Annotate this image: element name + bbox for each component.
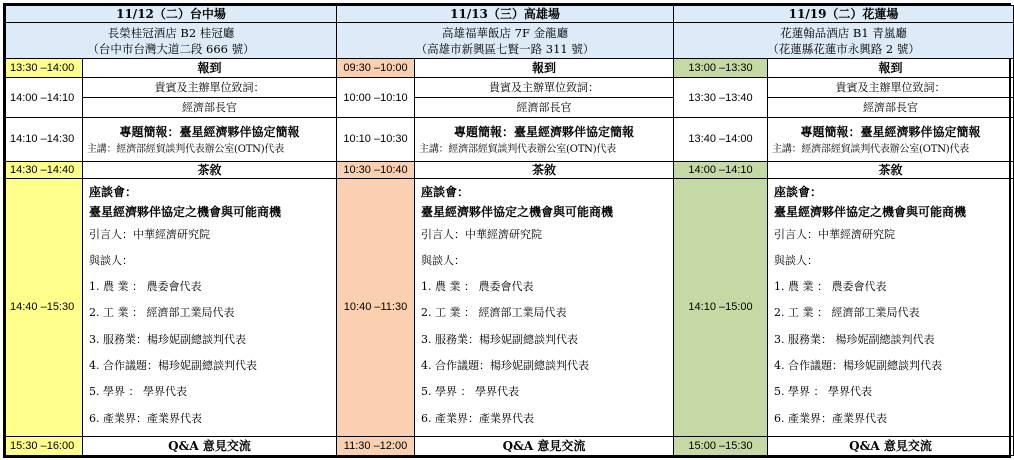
panel-label: 座談會： [89,184,138,199]
venue-row [6,23,1014,59]
opening-cell [415,78,674,118]
panel-speaker: 5. 學界 ： 學界代表 [774,385,873,399]
registration-label: 報到 [768,59,1014,78]
panel-speaker: 5. 學界 ： 學界代表 [89,385,187,399]
tea-break-label: 茶敘 [83,161,337,178]
panel-speaker: 4. 合作議題：楊珍妮副總談判代表 [774,359,943,373]
panel-moderator: 引言人：中華經濟研究院 [774,227,896,241]
panel-title: 臺星經濟夥伴協定之機會與可能商機 [774,204,967,219]
panel-cell [83,178,337,436]
opening-cell [768,78,1014,118]
opening-cell [83,78,337,118]
panel-speaker: 6. 產業界：產業界代表 [774,411,888,425]
briefing-row [6,118,1014,161]
briefing-cell [415,118,674,161]
taichung-time: 13:30 –14:00 [6,59,83,78]
qa-row [6,436,1014,455]
hualien-time: 15:00 –15:30 [674,436,768,455]
kaohsiung-venue [337,23,674,59]
hualien-time: 13:30 –13:40 [674,78,768,118]
taichung-time: 14:40 –15:30 [6,178,83,436]
kaohsiung-time: 10:00 –10:10 [337,78,415,118]
kaohsiung-header: 11/13（三）高雄場 [337,6,674,23]
kaohsiung-venue-address: （高雄市新興區七賢一路 311 號） [415,41,595,56]
briefing-title: 專題簡報：臺星經濟夥伴協定簡報 [454,125,635,140]
panel-cell [768,178,1014,436]
agenda-table-container [3,3,1011,458]
hualien-time: 14:10 –15:00 [674,178,768,436]
panel-row [6,178,1014,436]
kaohsiung-time: 09:30 –10:00 [337,59,415,78]
panel-participants-label: 與談人： [89,253,133,267]
hualien-header: 11/19（二）花蓮場 [674,6,1014,23]
panel-speaker: 5. 學界 ： 學界代表 [421,385,519,399]
briefing-speaker: 主講：經濟部經貿談判代表辦公室(OTN)代表 [772,144,970,156]
panel-speaker: 4. 合作議題：楊珍妮副總談判代表 [89,359,257,373]
registration-label: 報到 [83,59,337,78]
taichung-venue-name: 長榮桂冠酒店 B2 桂冠廳 [107,25,235,40]
tea-break-label: 茶敘 [415,161,674,178]
panel-speaker: 2. 工 業 ： 經濟部工業局代表 [89,306,235,320]
qa-label: Q&A 意見交流 [768,436,1014,455]
taichung-venue-address: （台中市台灣大道二段 666 號） [87,41,255,56]
agenda-table [5,5,1014,456]
tea-break-row [6,161,1014,178]
kaohsiung-time: 11:30 –12:00 [337,436,415,455]
opening-line2: 經濟部長官 [83,97,336,117]
panel-speaker: 3. 服務業：楊珍妮副總談判代表 [421,332,579,346]
panel-speaker: 2. 工 業 ： 經濟部工業局代表 [774,306,920,320]
kaohsiung-time: 10:30 –10:40 [337,161,415,178]
panel-cell [415,178,674,436]
registration-label: 報到 [415,59,674,78]
opening-row [6,78,1014,118]
panel-label: 座談會： [421,184,470,199]
kaohsiung-venue-name: 高雄福華飯店 7F 金龍廳 [441,25,569,40]
registration-row [6,59,1014,78]
briefing-title: 專題簡報：臺星經濟夥伴協定簡報 [800,125,981,140]
taichung-time: 15:30 –16:00 [6,436,83,455]
qa-label: Q&A 意見交流 [415,436,674,455]
taichung-venue [6,23,337,59]
header-row [6,6,1014,23]
hualien-time: 13:40 –14:00 [674,118,768,161]
panel-speaker: 3. 服務業： 楊珍妮副總談判代表 [774,332,935,346]
hualien-venue-name: 花蓮翰品酒店 B1 青嵐廳 [780,25,907,40]
panel-speaker: 6. 產業界：產業界代表 [421,411,535,425]
panel-speaker: 1. 農 業 ： 農委會代表 [89,280,202,294]
taichung-time: 14:30 –14:40 [6,161,83,178]
panel-title: 臺星經濟夥伴協定之機會與可能商機 [89,204,282,219]
panel-speaker: 2. 工 業 ： 經濟部工業局代表 [421,306,567,320]
qa-label: Q&A 意見交流 [83,436,337,455]
taichung-time: 14:10 –14:30 [6,118,83,161]
panel-speaker: 3. 服務業：楊珍妮副總談判代表 [89,332,246,346]
hualien-time: 14:00 –14:10 [674,161,768,178]
panel-speaker: 1. 農 業 ： 農委會代表 [774,280,887,294]
opening-line2: 經濟部長官 [768,97,1013,117]
briefing-speaker: 主講：經濟部經貿談判代表辦公室(OTN)代表 [87,144,285,156]
opening-line1: 貴賓及主辦單位致詞： [835,81,946,95]
panel-label: 座談會： [774,184,823,199]
panel-participants-label: 與談人： [421,253,466,267]
hualien-venue-address: （花蓮縣花蓮市永興路 2 號） [767,41,920,56]
hualien-time: 13:00 –13:30 [674,59,768,78]
opening-line1: 貴賓及主辦單位致詞： [154,81,265,95]
opening-line1: 貴賓及主辦單位致詞： [489,81,600,95]
panel-speaker: 1. 農 業 ： 農委會代表 [421,280,534,294]
kaohsiung-time: 10:10 –10:30 [337,118,415,161]
briefing-cell [768,118,1014,161]
opening-line2: 經濟部長官 [415,97,673,117]
taichung-header: 11/12（二）台中場 [6,6,337,23]
taichung-time: 14:00 –14:10 [6,78,83,118]
panel-title: 臺星經濟夥伴協定之機會與可能商機 [421,204,614,219]
panel-moderator: 引言人：中華經濟研究院 [89,227,210,241]
panel-speaker: 6. 產業界：產業界代表 [89,411,202,425]
briefing-cell [83,118,337,161]
panel-moderator: 引言人：中華經濟研究院 [421,227,543,241]
kaohsiung-time: 10:40 –11:30 [337,178,415,436]
hualien-venue [674,23,1014,59]
tea-break-label: 茶敘 [768,161,1014,178]
briefing-speaker: 主講：經濟部經貿談判代表辦公室(OTN)代表 [419,144,617,156]
panel-participants-label: 與談人： [774,253,819,267]
briefing-title: 專題簡報：臺星經濟夥伴協定簡報 [119,125,300,140]
panel-speaker: 4. 合作議題：楊珍妮副總談判代表 [421,359,590,373]
